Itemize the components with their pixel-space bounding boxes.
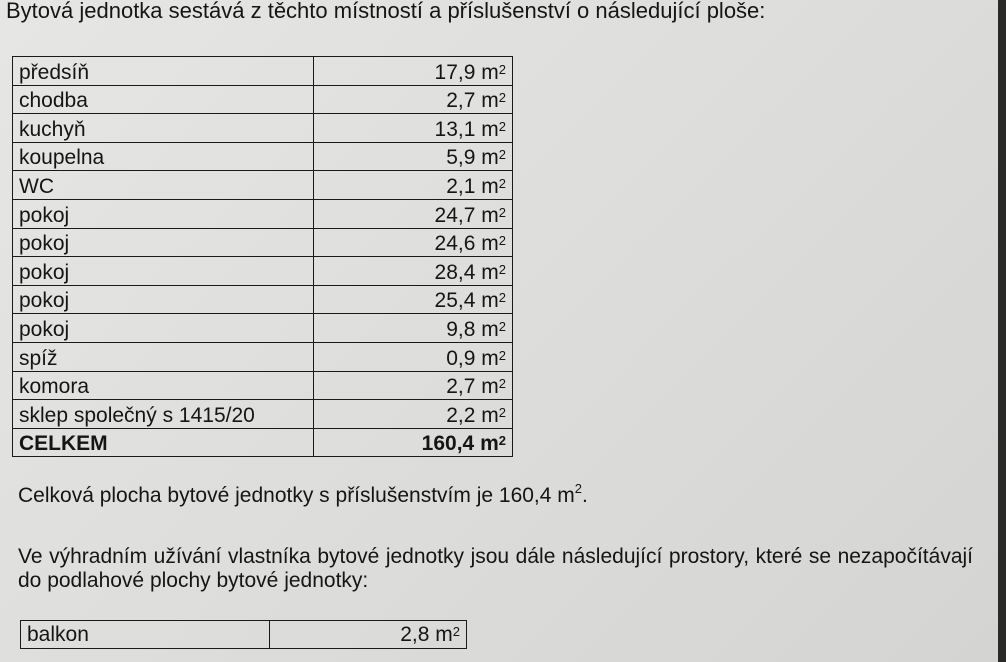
- table-row: [13, 57, 513, 86]
- table-row: [13, 371, 513, 400]
- room-area: 160,4 $m^2$: [314, 428, 513, 457]
- table-row: [13, 142, 513, 171]
- room-name: pokoj: [13, 285, 314, 314]
- room-area: 2,2 $m^2$: [314, 400, 513, 429]
- table-row: [13, 114, 513, 143]
- table-row: [13, 228, 513, 257]
- room-name: chodba: [13, 85, 314, 114]
- table-row: [13, 85, 513, 114]
- room-name: kuchyň: [13, 114, 314, 143]
- table-row: [13, 342, 513, 371]
- room-name: WC: [13, 171, 314, 200]
- room-name: pokoj: [13, 228, 314, 257]
- table-row: [21, 621, 467, 649]
- rooms-table: [12, 56, 513, 457]
- room-area: 0,9 $m^2$: [314, 342, 513, 371]
- room-area: 24,7 $m^2$: [314, 199, 513, 228]
- room-area: 2,1 $m^2$: [314, 171, 513, 200]
- table-row: [13, 199, 513, 228]
- room-area: 17,9 $m^2$: [314, 57, 513, 86]
- total-area-sentence: Celková plocha bytové jednotky s příslušenstvím je 160,4 $m^2$.: [18, 481, 588, 507]
- room-name: sklep společný s 1415/20: [13, 400, 314, 429]
- table-row: [13, 257, 513, 286]
- room-area: 24,6 $m^2$: [314, 228, 513, 257]
- table-row: [13, 400, 513, 429]
- table-row: [13, 314, 513, 343]
- room-name: předsíň: [13, 57, 314, 86]
- room-area: 25,4 $m^2$: [314, 285, 513, 314]
- total-row: [13, 428, 513, 457]
- room-name: spíž: [13, 342, 314, 371]
- room-area: 2,7 $m^2$: [314, 371, 513, 400]
- room-name: pokoj: [13, 314, 314, 343]
- room-name: balkon: [21, 621, 270, 649]
- window-edge: [998, 0, 1006, 662]
- room-name: pokoj: [13, 199, 314, 228]
- room-name: pokoj: [13, 257, 314, 286]
- room-area: 13,1 $m^2$: [314, 114, 513, 143]
- room-area: 2,8 $m^2$: [270, 621, 467, 649]
- table-row: [13, 171, 513, 200]
- room-area: 28,4 $m^2$: [314, 257, 513, 286]
- document-heading: Bytová jednotka sestává z těchto místností a příslušenství o následující ploše:: [6, 0, 766, 23]
- exclusive-use-paragraph: Ve výhradním užívání vlastníka bytové jednotky jsou dále následující prostory, které se nezapočítávají do podlahové plochy bytové jednotky:: [18, 545, 973, 592]
- room-area: 9,8 $m^2$: [314, 314, 513, 343]
- room-area: 5,9 $m^2$: [314, 142, 513, 171]
- exclusive-use-table: [20, 620, 467, 649]
- room-name: komora: [13, 371, 314, 400]
- room-name: CELKEM: [13, 428, 314, 457]
- room-area: 2,7 $m^2$: [314, 85, 513, 114]
- room-name: koupelna: [13, 142, 314, 171]
- table-row: [13, 285, 513, 314]
